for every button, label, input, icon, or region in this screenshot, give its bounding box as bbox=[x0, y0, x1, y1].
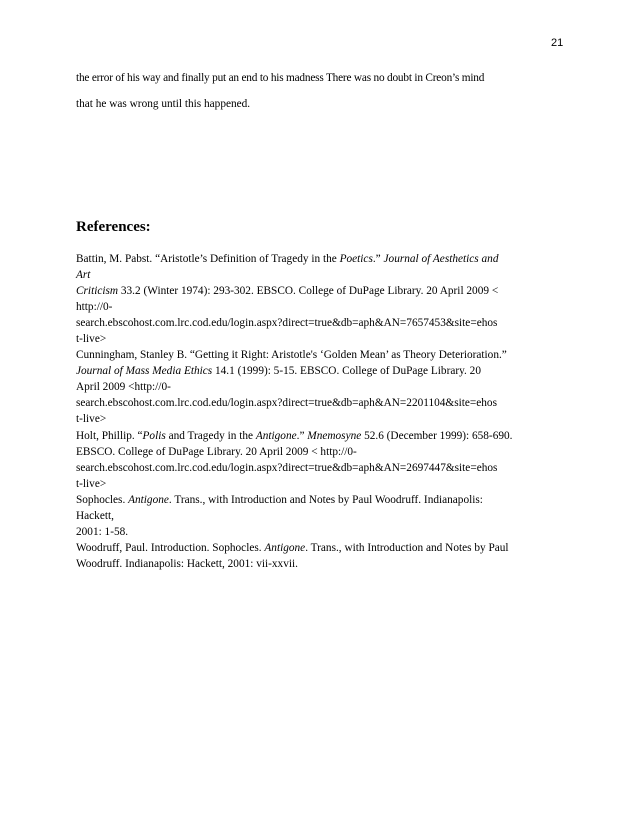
ref-text: Woodruff, Paul. Introduction. Sophocles. bbox=[76, 541, 265, 554]
ref-journal: Criticism bbox=[76, 285, 119, 298]
ref-text: .” bbox=[296, 429, 308, 442]
reference-line: Art bbox=[76, 269, 91, 282]
reference-line: 2001: 1-58. bbox=[76, 525, 129, 538]
reference-holt bbox=[76, 428, 562, 492]
reference-line bbox=[76, 492, 562, 508]
reference-url: April 2009 <http://0- bbox=[76, 381, 171, 394]
ref-journal: Journal of Aesthetics and bbox=[383, 253, 499, 265]
reference-url: search.ebscohost.com.lrc.cod.edu/login.aspx?direct=true&db=aph&AN=2201104&site=ehos bbox=[76, 397, 497, 410]
body-line-1: the error of his way and finally put an end to his madness There was no doubt in Creon’s mind bbox=[76, 72, 485, 84]
ref-title: Polis bbox=[142, 429, 166, 442]
reference-url: t-live> bbox=[76, 333, 107, 346]
reference-battin bbox=[76, 251, 562, 347]
reference-cunningham bbox=[76, 347, 562, 427]
reference-url: search.ebscohost.com.lrc.cod.edu/login.aspx?direct=true&db=aph&AN=2697447&site=ehos bbox=[76, 461, 498, 474]
page-number: 21 bbox=[551, 37, 564, 49]
reference-line bbox=[76, 283, 562, 299]
ref-text: . Trans., with Introduction and Notes by Paul Woodruff. Indianapolis: bbox=[168, 493, 483, 506]
ref-text: and Tragedy in the bbox=[165, 429, 256, 442]
ref-text: 14.1 (1999): 5-15. EBSCO. College of DuPage Library. 20 bbox=[212, 365, 481, 378]
ref-title: Antigone bbox=[128, 493, 169, 506]
reference-line bbox=[76, 428, 562, 444]
body-line-2: that he was wrong until this happened. bbox=[76, 98, 251, 110]
reference-line: Cunningham, Stanley B. “Getting it Right: Aristotle's ‘Golden Mean’ as Theory Deterioration.” bbox=[76, 349, 507, 362]
reference-url: http://0- bbox=[76, 301, 113, 314]
reference-woodruff bbox=[76, 540, 562, 572]
reference-line bbox=[76, 363, 562, 379]
reference-line: Hackett, bbox=[76, 509, 114, 522]
ref-journal: Mnemosyne bbox=[307, 429, 362, 442]
reference-url: t-live> bbox=[76, 413, 107, 426]
ref-text: .” bbox=[372, 253, 384, 265]
ref-text: Holt, Phillip. “ bbox=[76, 429, 143, 442]
reference-url: t-live> bbox=[76, 477, 107, 490]
ref-text: 33.2 (Winter 1974): 293-302. EBSCO. College of DuPage Library. 20 April 2009 < bbox=[118, 285, 499, 298]
reference-line: EBSCO. College of DuPage Library. 20 April 2009 < http://0- bbox=[76, 445, 357, 458]
reference-url: search.ebscohost.com.lrc.cod.edu/login.aspx?direct=true&db=aph&AN=7657453&site=ehos bbox=[76, 317, 498, 330]
ref-text: 52.6 (December 1999): 658-690. bbox=[361, 429, 513, 442]
ref-text: Sophocles. bbox=[76, 493, 129, 506]
ref-journal: Journal of Mass Media Ethics bbox=[76, 365, 213, 378]
ref-text: Battin, M. Pabst. “Aristotle’s Definition of Tragedy in the bbox=[76, 253, 340, 265]
reference-line bbox=[76, 251, 562, 267]
reference-line bbox=[76, 540, 562, 556]
reference-line: Woodruff. Indianapolis: Hackett, 2001: vii-xxvii. bbox=[76, 557, 298, 570]
ref-text: . Trans., with Introduction and Notes by Paul bbox=[305, 541, 509, 554]
reference-sophocles bbox=[76, 492, 562, 540]
ref-title: Poetics bbox=[339, 253, 373, 265]
ref-title: Antigone bbox=[255, 429, 297, 442]
references-heading: References: bbox=[76, 219, 151, 235]
references-list bbox=[76, 251, 562, 572]
ref-title: Antigone bbox=[264, 541, 306, 554]
